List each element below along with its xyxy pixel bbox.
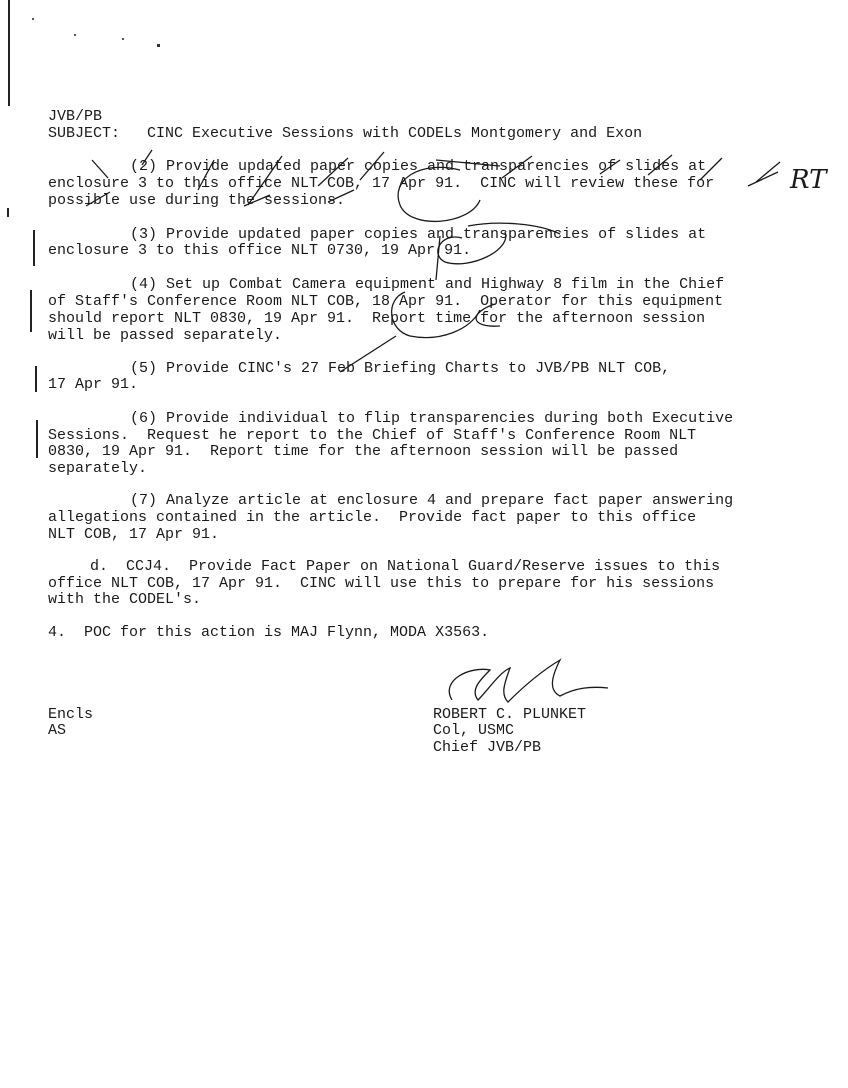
office-symbol: JVB/PB	[48, 108, 103, 125]
handwritten-initials: RT	[790, 165, 827, 195]
signer-rank: Col, USMC	[433, 722, 515, 739]
paragraph-7-line-2: allegations contained in the article. Provide fact paper to this office	[48, 509, 697, 526]
strike-slash	[748, 172, 778, 186]
paragraph-4-poc: 4. POC for this action is MAJ Flynn, MODA X3563.	[48, 624, 490, 641]
strike-slash	[92, 160, 108, 178]
paragraph-7-line-1: (7) Analyze article at enclosure 4 and prepare fact paper answering	[130, 492, 734, 509]
strike-slash	[502, 156, 532, 178]
date-loop	[398, 167, 480, 221]
connector-line	[340, 336, 396, 372]
strike-slash	[648, 155, 672, 175]
paragraph-d-line-2: office NLT COB, 17 Apr 91. CINC will use this to prepare for his sessions	[48, 575, 715, 592]
paragraph-3-line-1: (3) Provide updated paper copies and transparencies of slides at	[130, 226, 707, 243]
paragraph-2-line-1: (2) Provide updated paper copies and transparencies of slides at	[130, 158, 707, 175]
connector-line	[468, 223, 560, 234]
subject-label: SUBJECT:	[48, 125, 121, 142]
paragraph-3-line-2: enclosure 3 to this office NLT 0730, 19 Apr 91.	[48, 242, 472, 259]
strike-slash	[436, 160, 500, 166]
paragraph-6-line-3: 0830, 19 Apr 91. Report time for the afternoon session will be passed	[48, 443, 679, 460]
paragraph-2-line-2: enclosure 3 to this office NLT COB, 17 Apr 91. CINC will review these for	[48, 175, 715, 192]
strike-slash	[142, 150, 152, 165]
enclosures-label: Encls	[48, 706, 94, 723]
signer-title: Chief JVB/PB	[433, 739, 542, 756]
paragraph-4-line-3: should report NLT 0830, 19 Apr 91. Report time for the afternoon session	[48, 310, 706, 327]
paragraph-d-line-3: with the CODEL's.	[48, 591, 202, 608]
paragraph-6-line-4: separately.	[48, 460, 148, 477]
paragraph-6-line-2: Sessions. Request he report to the Chief of Staff's Conference Room NLT	[48, 427, 697, 444]
paragraph-4-line-1: (4) Set up Combat Camera equipment and Highway 8 film in the Chief	[130, 276, 725, 293]
signer-name: ROBERT C. PLUNKET	[433, 706, 587, 723]
paragraph-2-line-3: possible use during the sessions.	[48, 192, 346, 209]
strike-slash	[700, 158, 722, 180]
subject-text: CINC Executive Sessions with CODELs Montgomery and Exon	[147, 125, 643, 142]
paragraph-7-line-3: NLT COB, 17 Apr 91.	[48, 526, 220, 543]
paragraph-d-line-1: d. CCJ4. Provide Fact Paper on National Guard/Reserve issues to this	[90, 558, 721, 575]
paragraph-5-line-2: 17 Apr 91.	[48, 376, 139, 393]
date-loop	[476, 304, 500, 326]
strike-slash	[198, 160, 214, 190]
date-loop	[438, 232, 506, 264]
strike-slash	[318, 158, 348, 186]
signature-scribble	[449, 660, 608, 702]
strike-slash	[86, 192, 110, 206]
strike-slash	[600, 160, 620, 174]
strike-slash	[756, 162, 780, 182]
paragraph-6-line-1: (6) Provide individual to flip transparencies during both Executive	[130, 410, 734, 427]
enclosures-value: AS	[48, 722, 67, 739]
paragraph-4-line-4: will be passed separately.	[48, 327, 283, 344]
paragraph-4-line-2: of Staff's Conference Room NLT COB, 18 Apr 91. Operator for this equipment	[48, 293, 724, 310]
date-loop	[392, 292, 480, 338]
strike-slash	[328, 190, 354, 202]
strike-slash	[360, 152, 384, 180]
paragraph-5-line-1: (5) Provide CINC's 27 Feb Briefing Charts to JVB/PB NLT COB,	[130, 360, 671, 377]
strike-slash	[244, 195, 270, 206]
